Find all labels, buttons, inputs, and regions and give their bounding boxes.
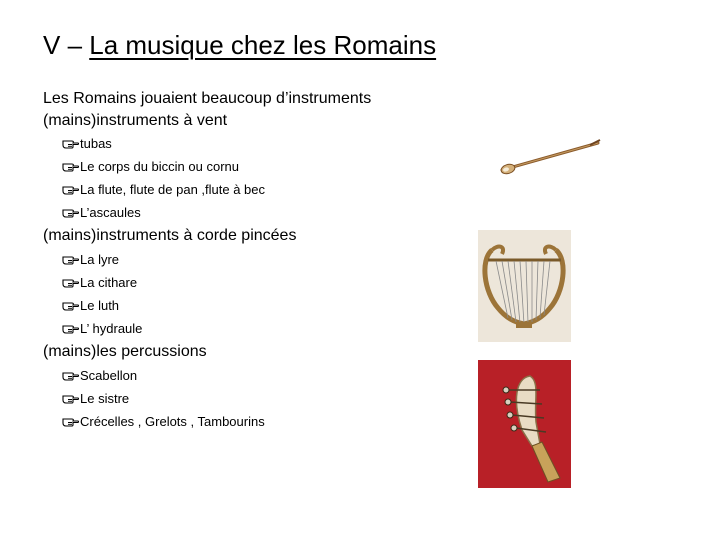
wind-instruments-list	[62, 132, 265, 224]
pointing-hand-icon	[62, 207, 79, 218]
sistrum-image	[478, 360, 571, 488]
percussion-list	[62, 364, 265, 433]
wind-instrument-image	[498, 136, 604, 178]
pointing-hand-icon	[62, 416, 79, 427]
list-item: La flute, flute de pan ,flute à bec	[62, 178, 265, 201]
pointing-hand-icon	[62, 323, 79, 334]
pointing-hand-icon	[62, 300, 79, 311]
list-item: L’ hydraule	[62, 317, 142, 340]
section-heading-percussion: (mains)les percussions	[43, 343, 207, 360]
list-item: Scabellon	[62, 364, 265, 387]
title-underlined: La musique chez les Romains	[89, 30, 437, 60]
pointing-hand-icon	[62, 184, 79, 195]
section-heading-strings: (mains)instruments à corde pincées	[43, 227, 297, 244]
list-item: Le luth	[62, 294, 142, 317]
string-instruments-list	[62, 248, 142, 340]
pointing-hand-icon	[62, 161, 79, 172]
pointing-hand-icon	[62, 254, 79, 265]
section-heading-wind: (mains)instruments à vent	[43, 112, 228, 129]
pointing-hand-icon	[62, 138, 79, 149]
list-item: Crécelles , Grelots , Tambourins	[62, 410, 265, 433]
list-item: Le sistre	[62, 387, 265, 410]
slide-title	[43, 28, 436, 62]
intro-text: Les Romains jouaient beaucoup d’instruments	[43, 90, 372, 107]
list-item: Le corps du biccin ou cornu	[62, 155, 265, 178]
list-item: L’ascaules	[62, 201, 265, 224]
title-prefix: V –	[43, 30, 90, 60]
pointing-hand-icon	[62, 393, 79, 404]
pointing-hand-icon	[62, 370, 79, 381]
pointing-hand-icon	[62, 277, 79, 288]
lyre-image	[478, 230, 571, 342]
list-item: La lyre	[62, 248, 142, 271]
list-item: La cithare	[62, 271, 142, 294]
list-item: tubas	[62, 132, 265, 155]
